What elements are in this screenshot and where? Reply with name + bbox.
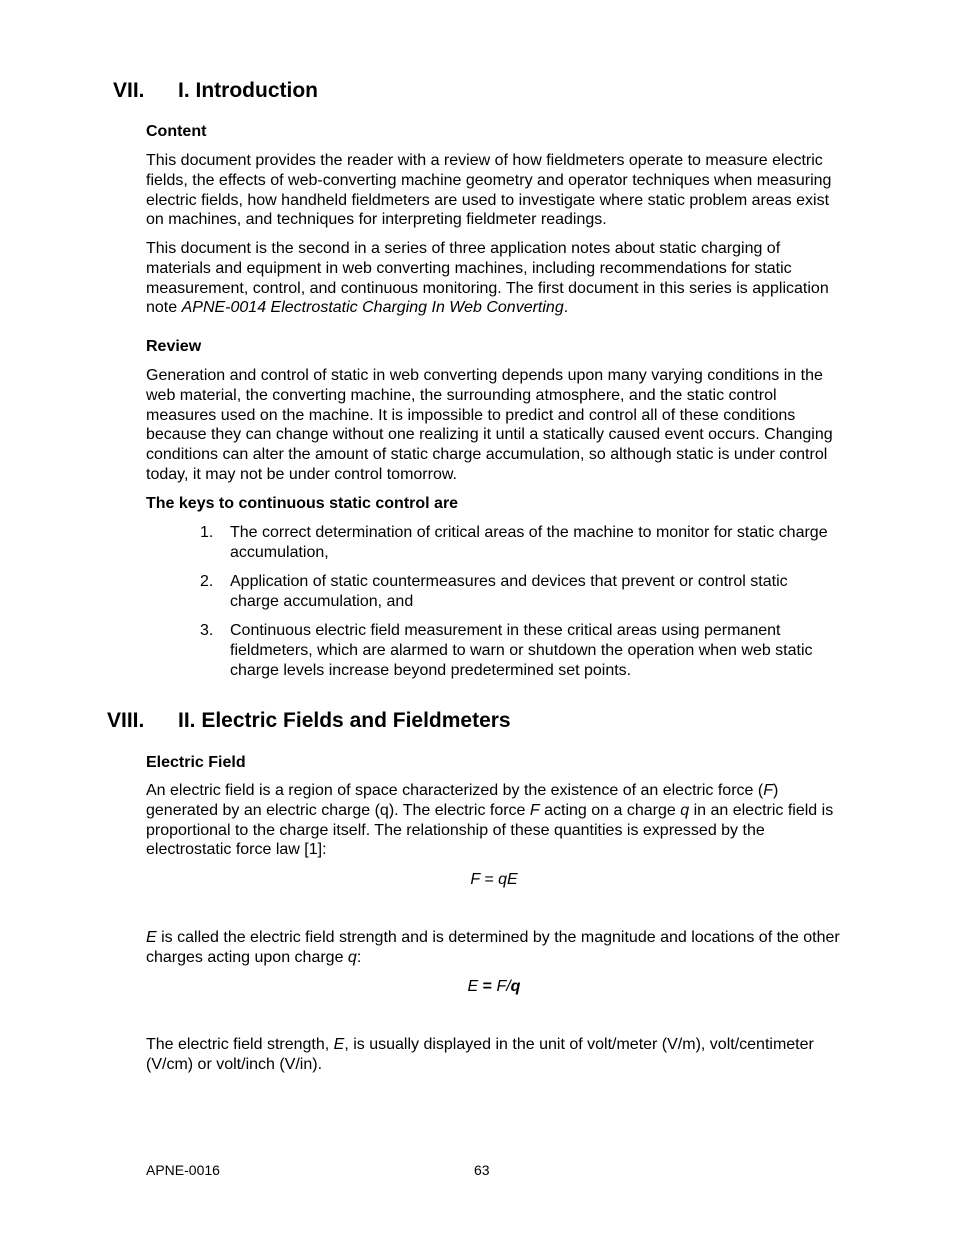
- paragraph-review: Generation and control of static in web converting depends upon many varying conditions in the web material, the converting machine, the surrounding atmosphere, and the static control measures used on the machine. It is impossible to predict and control all of these conditions because they can change without one realizing it until a statically caused event occurs. Changing conditions can alter the amount of static charge accumulation, so although static is under control today, it may not be under control tomorrow.: [146, 367, 833, 483]
- footer-doc-id: APNE-0016: [146, 1162, 220, 1178]
- list-number: 1.: [200, 524, 214, 541]
- list-number: 3.: [200, 622, 214, 639]
- section-number: VIII.: [107, 709, 145, 732]
- paragraph-content-2: This document is the second in a series of three application notes about static charging of materials and equipment in web converting machines, including recommendations for static measurement, control, and continuous monitoring. The first document in this series is application note APNE-0014 Electrostatic Charging In Web Converting.: [146, 240, 829, 317]
- list-text: Application of static countermeasures and devices that prevent or control static charge accumulation, and: [230, 573, 788, 610]
- subheading-keys: The keys to continuous static control are: [146, 495, 459, 512]
- paragraph-electric-field-1: An electric field is a region of space characterized by the existence of an electric force (F) generated by an electric charge (q). The electric force F acting on a charge q in an electric field is proportional to the charge itself. The relationship of these quantities is expressed by the electrostatic force law [1]:: [146, 782, 834, 859]
- list-text: The correct determination of critical areas of the machine to monitor for static charge accumulation,: [230, 524, 828, 561]
- equation-field-strength: E = F/q: [467, 978, 521, 995]
- section-title: I. Introduction: [178, 79, 318, 102]
- subheading-review: Review: [146, 338, 202, 355]
- section-title: II. Electric Fields and Fieldmeters: [178, 709, 511, 732]
- paragraph-electric-field-3: The electric field strength, E, is usually displayed in the unit of volt/meter (V/m), volt/centimeter (V/cm) or volt/inch (V/in).: [146, 1036, 814, 1073]
- subheading-electric-field: Electric Field: [146, 754, 246, 771]
- paragraph-electric-field-2: E is called the electric field strength and is determined by the magnitude and locations of the other charges acting upon charge q:: [146, 929, 840, 966]
- paragraph-content-1: This document provides the reader with a review of how fieldmeters operate to measure electric fields, the effects of web-converting machine geometry and operator techniques when measuring electric fields, how handheld fieldmeters are used to investigate where static problem areas exist on machines, and techniques for interpreting fieldmeter readings.: [146, 152, 832, 229]
- footer-page-number: 63: [474, 1162, 490, 1178]
- list-text: Continuous electric field measurement in these critical areas using permanent fieldmeters, which are alarmed to warn or shutdown the operation when web static charge levels increase beyond predetermined set points.: [230, 622, 813, 679]
- list-item: [200, 621, 840, 680]
- equation-force-law: F = qE: [470, 871, 518, 888]
- section-number: VII.: [113, 79, 145, 102]
- list-item: [200, 572, 840, 612]
- list-item: [200, 523, 840, 563]
- subheading-content: Content: [146, 123, 207, 140]
- list-number: 2.: [200, 573, 214, 590]
- document-reference: APNE-0014 Electrostatic Charging In Web Converting: [181, 299, 564, 317]
